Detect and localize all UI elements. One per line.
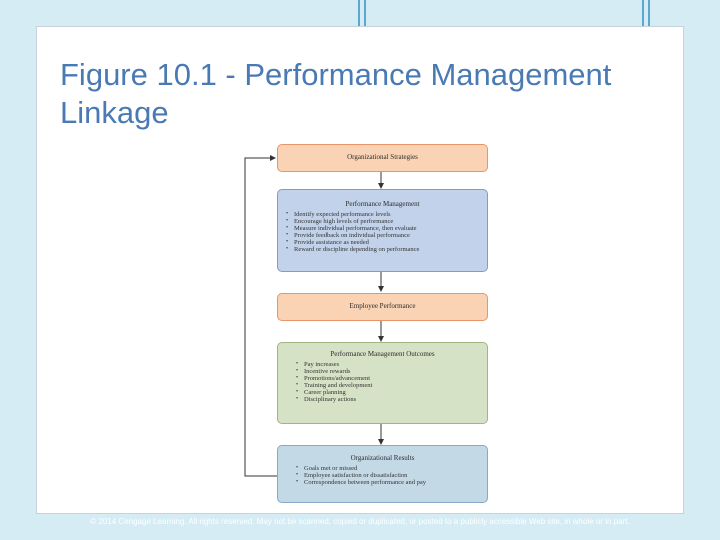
list-item: • Employee satisfaction or dissatisfaction — [294, 472, 487, 479]
list-item: • Reward or discipline depending on performance — [284, 246, 487, 253]
performance-management-list — [284, 211, 487, 253]
box-title: Performance Management — [345, 200, 420, 208]
box-performance-management-outcomes — [277, 342, 488, 424]
list-item: • Measure individual performance, then evaluate — [284, 225, 487, 232]
box-title: Performance Management Outcomes — [330, 350, 435, 358]
list-item: • Disciplinary actions — [294, 396, 487, 403]
results-list — [294, 465, 487, 486]
list-item: • Career planning — [294, 389, 487, 396]
box-title: Organizational Strategies — [347, 153, 418, 161]
list-item: • Identify expected performance levels — [284, 211, 487, 218]
box-employee-performance — [277, 293, 488, 321]
box-organizational-strategies — [277, 144, 488, 172]
list-item: • Correspondence between performance and pay — [294, 479, 487, 486]
box-organizational-results — [277, 445, 488, 503]
list-item: • Training and development — [294, 382, 487, 389]
list-item: • Incentive rewards — [294, 368, 487, 375]
box-title: Employee Performance — [349, 302, 416, 310]
outcomes-list — [294, 361, 487, 403]
feedback-loop-arrow — [245, 158, 277, 476]
box-performance-management — [277, 189, 488, 272]
list-item: • Provide feedback on individual performance — [284, 232, 487, 239]
list-item: • Encourage high levels of performance — [284, 218, 487, 225]
list-item: • Promotions/advancement — [294, 375, 487, 382]
list-item: • Provide assistance as needed — [284, 239, 487, 246]
slide-title: Figure 10.1 - Performance Management Linkage — [60, 57, 612, 130]
list-item: • Pay increases — [294, 361, 487, 368]
copyright-footer: © 2014 Cengage Learning. All rights reserved. May not be scanned, copied or duplicated, or posted to a publicly accessible Web site, in whole or in part. — [90, 517, 630, 526]
list-item: • Goals met or missed — [294, 465, 487, 472]
box-title: Organizational Results — [350, 454, 415, 462]
